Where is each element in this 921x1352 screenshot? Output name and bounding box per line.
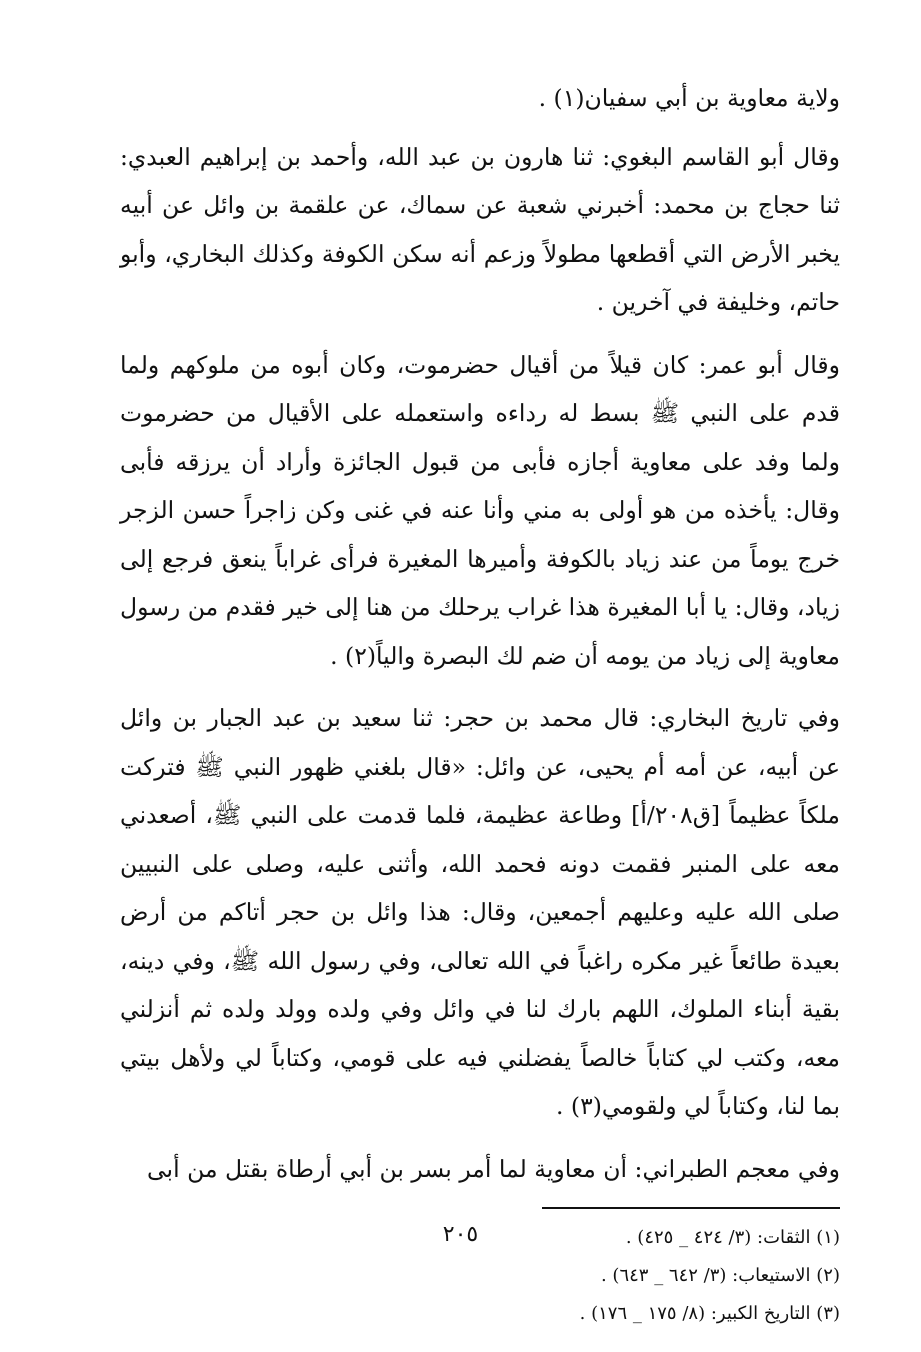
paragraph-2: وقال أبو القاسم البغوي: ثنا هارون بن عبد الله، وأحمد بن إبراهيم العبدي: ثنا حجاج بن محمد: أخبرني شعبة عن سماك، عن علقمة بن وائل عن أبيه يخبر الأرض التي أقطعها مطولاً وزعم أنه سكن الكوفة وكذلك البخاري، وأبو حاتم، وخليفة في آخرين . bbox=[120, 142, 840, 316]
footnote-divider bbox=[542, 1207, 840, 1209]
paragraph-1: ولاية معاوية بن أبي سفيان(١) . bbox=[538, 84, 840, 112]
page-number: ٢٠٥ bbox=[442, 1222, 479, 1247]
footnote-1: (١) الثقات: (٣/ ٤٢٤ _ ٤٢٥) . bbox=[625, 1227, 840, 1248]
paragraph-5: وفي معجم الطبراني: أن معاوية لما أمر بسر بن أبي أرطاة بقتل من أبى bbox=[146, 1154, 840, 1183]
footnote-3: (٣) التاريخ الكبير: (٨/ ١٧٥ _ ١٧٦) . bbox=[579, 1303, 840, 1324]
paragraph-4: وفي تاريخ البخاري: قال محمد بن حجر: ثنا سعيد بن عبد الجبار بن وائل عن أبيه، عن أمه أم يحيى، عن وائل: «قال بلغني ظهور النبي ﷺ فتركت ملكاً عظيماً [ق٢٠٨/أ] وطاعة عظيمة، فلما قدمت على النبي ﷺ، أصعدني معه على المنبر فقمت دونه فحمد الله، وأثنى عليه، وصلى على النبيين صلى الله عليه وعليهم أجمعين، وقال: هذا وائل بن حجر أتاكم من أرض بعيدة طائعاً غير مكره راغباً في الله تعالى، وفي رسول الله ﷺ، وفي دينه، بقية أبناء الملوك، اللهم بارك لنا في وائل وفي ولده وولد ولده ثم أنزلني معه، وكتب لي كتاباً خالصاً يفضلني فيه على قومي، وكتاباً لي ولأهل بيتي بما لنا، وكتاباً لي ولقومي(٣) . bbox=[120, 704, 841, 1120]
page-body bbox=[120, 74, 840, 1333]
paragraph-3: وقال أبو عمر: كان قيلاً من أقيال حضرموت، وكان أبوه من ملوكهم ولما قدم على النبي ﷺ بسط له رداءه واستعمله على الأقيال من حضرموت ولما وفد على معاوية أجازه فأبى من قبول الجائزة وأراد أن يرزقه فأبى وقال: يأخذه من هو أولى به مني وأنا عنه في غنى وكن زاجراً حسن الزجر خرج يوماً من عند زياد بالكوفة وأميرها المغيرة فرأى غراباً ينعق فرجع إلى زياد، وقال: يا أبا المغيرة هذا غراب يرحلك من هنا إلى خير فقدم من رسول معاوية إلى زياد من يومه أن ضم لك البصرة والياً(٢) . bbox=[120, 350, 840, 670]
footnote-2: (٢) الاستيعاب: (٣/ ٦٤٢ _ ٦٤٣) . bbox=[600, 1265, 840, 1286]
